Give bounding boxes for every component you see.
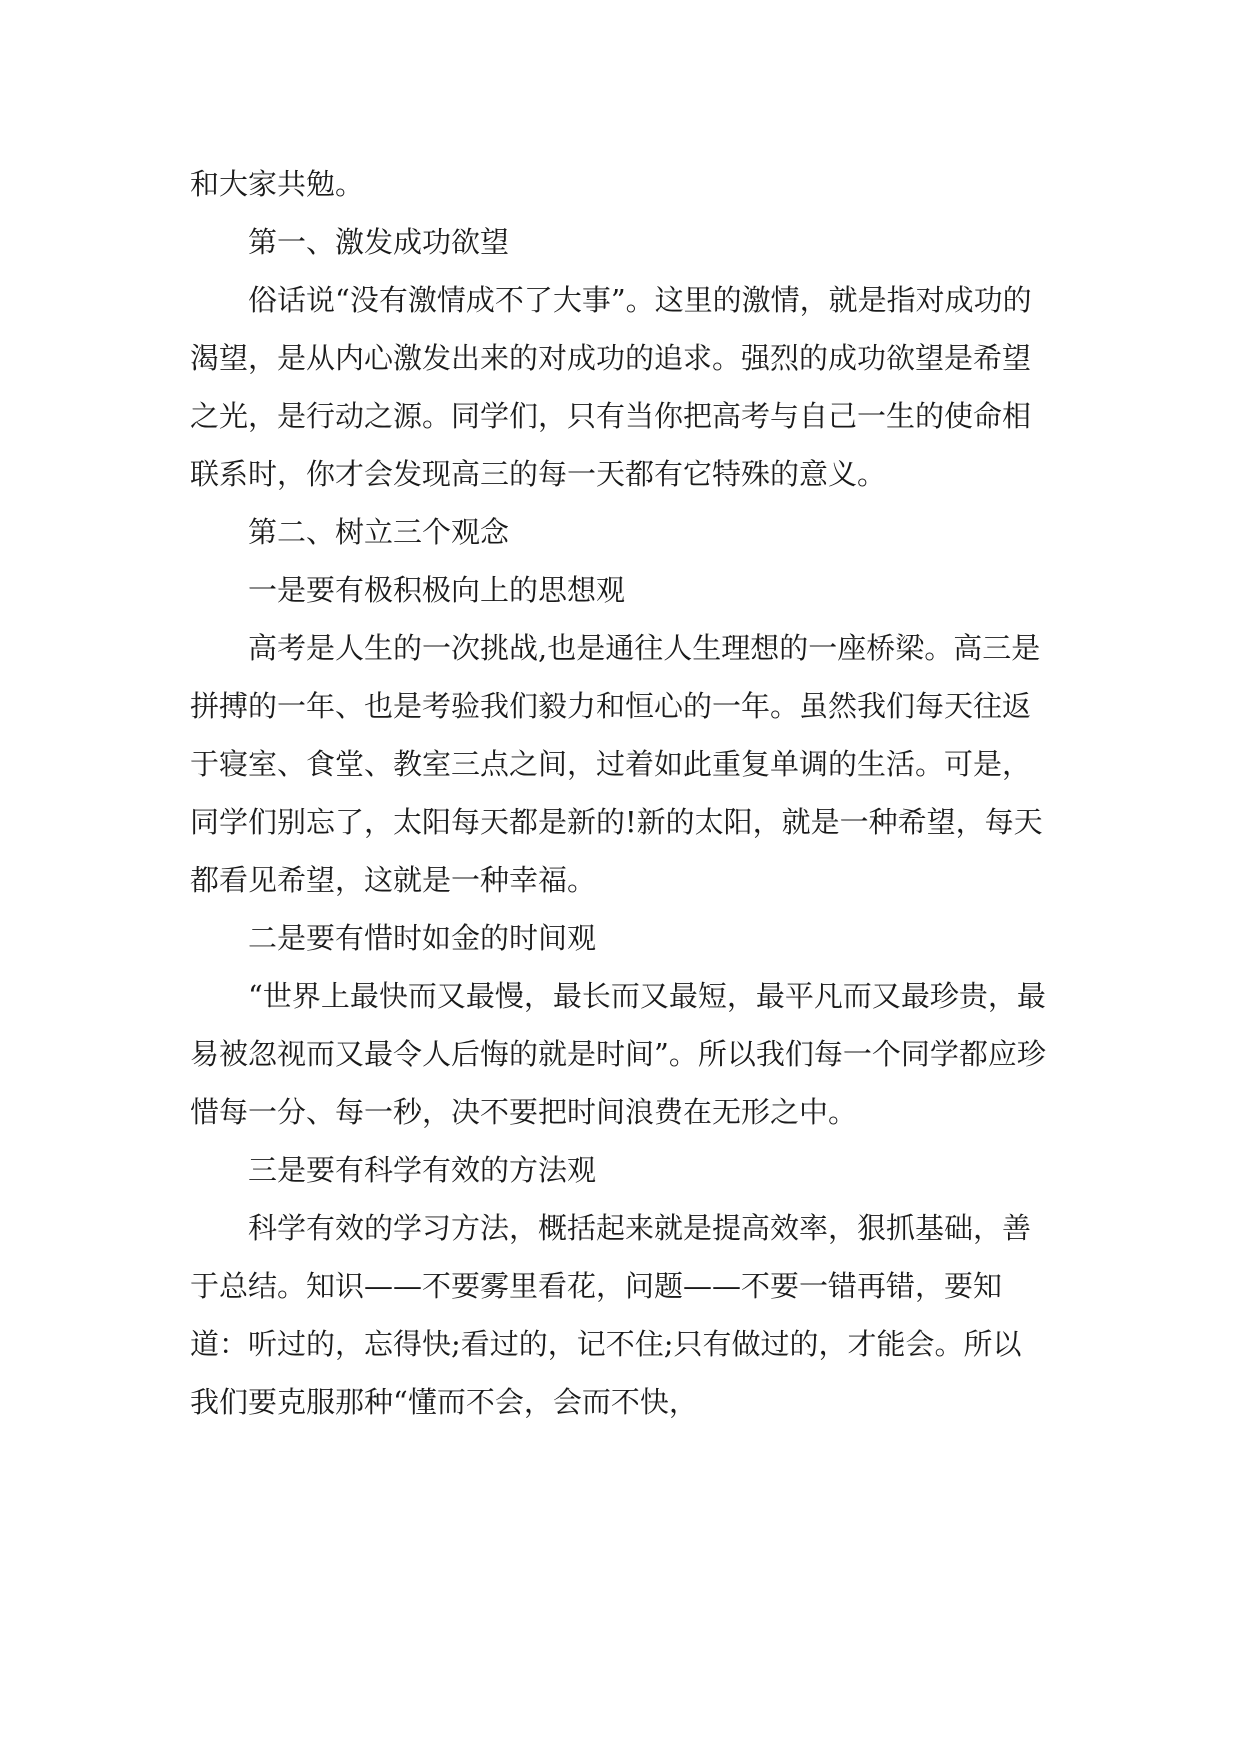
subsection-heading: 三是要有科学有效的方法观 xyxy=(248,1153,597,1187)
section-heading: 第二、树立三个观念 xyxy=(248,515,510,549)
document-body xyxy=(190,155,1050,1431)
paragraph: “世界上最快而又最慢，最长而又最短，最平凡而又最珍贵，最易被忽视而又最令人后悔的就是时间”。所以我们每一个同学都应珍惜每一分、每一秒，决不要把时间浪费在无形之中。 xyxy=(190,979,1046,1129)
paragraph: 高考是人生的一次挑战,也是通往人生理想的一座桥梁。高三是拼搏的一年、也是考验我们毅力和恒心的一年。虽然我们每天往返于寝室、食堂、教室三点之间，过着如此重复单调的生活。可是，同学们别忘了，太阳每天都是新的!新的太阳，就是一种希望，每天都看见希望，这就是一种幸福。 xyxy=(190,631,1043,897)
paragraph: 科学有效的学习方法，概括起来就是提高效率，狠抓基础，善于总结。知识——不要雾里看花，问题——不要一错再错，要知道：听过的，忘得快;看过的，记不住;只有做过的，才能会。所以我们要克服那种“懂而不会，会而不快， xyxy=(190,1211,1032,1419)
subsection-heading: 二是要有惜时如金的时间观 xyxy=(248,921,597,955)
section-heading: 第一、激发成功欲望 xyxy=(248,225,510,259)
subsection-heading: 一是要有极积极向上的思想观 xyxy=(248,573,626,607)
paragraph: 和大家共勉。 xyxy=(190,167,365,201)
paragraph: 俗话说“没有激情成不了大事”。这里的激情，就是指对成功的渴望，是从内心激发出来的对成功的追求。强烈的成功欲望是希望之光，是行动之源。同学们，只有当你把高考与自己一生的使命相联系时，你才会发现高三的每一天都有它特殊的意义。 xyxy=(190,283,1032,491)
